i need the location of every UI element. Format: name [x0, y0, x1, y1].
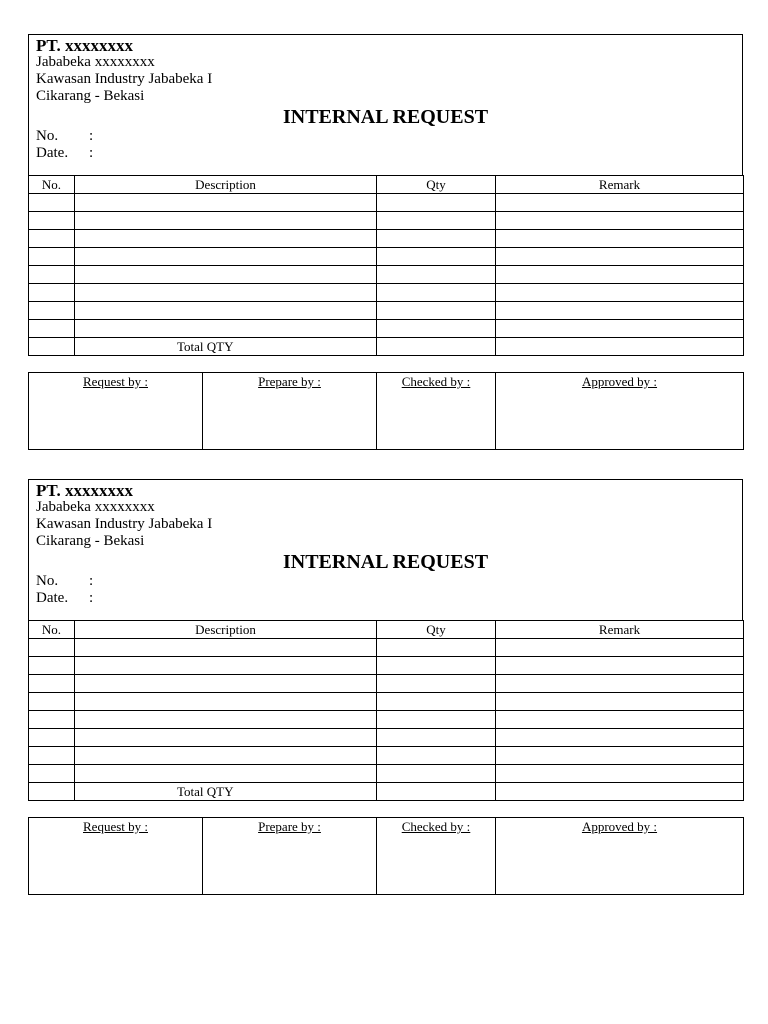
request-by-label: Request by :	[83, 374, 148, 389]
cell-qty[interactable]	[377, 266, 496, 284]
address-line-2: Kawasan Industry Jababeka I	[36, 71, 213, 87]
document-title: INTERNAL REQUEST	[282, 551, 489, 573]
approved-by-label: Approved by :	[581, 374, 658, 389]
cell-remark[interactable]	[496, 765, 744, 783]
cell-description[interactable]	[75, 765, 377, 783]
company-name: PT. xxxxxxxx	[36, 481, 133, 500]
cell-no[interactable]	[29, 230, 75, 248]
total-qty-label: Total QTY	[75, 783, 377, 801]
items-table	[28, 175, 744, 356]
cell-description[interactable]	[75, 675, 377, 693]
cell-description[interactable]	[75, 747, 377, 765]
cell-remark[interactable]	[496, 284, 744, 302]
cell-remark[interactable]	[496, 729, 744, 747]
cell-qty[interactable]	[377, 212, 496, 230]
cell-no[interactable]	[29, 765, 75, 783]
cell-no[interactable]	[29, 693, 75, 711]
cell-no[interactable]	[29, 747, 75, 765]
cell-qty[interactable]	[377, 194, 496, 212]
table-row	[29, 765, 744, 783]
cell-qty[interactable]	[377, 675, 496, 693]
cell-no[interactable]	[29, 302, 75, 320]
number-label: No.	[36, 573, 59, 589]
cell-no[interactable]	[29, 639, 75, 657]
cell-remark[interactable]	[496, 302, 744, 320]
prepare-by-label: Prepare by :	[258, 374, 321, 389]
number-colon: :	[89, 573, 94, 589]
column-header-no: No.	[29, 621, 75, 639]
signature-box-prepare[interactable]	[203, 373, 377, 450]
column-header-description: Description	[75, 176, 377, 194]
signature-box-request[interactable]	[29, 373, 203, 450]
address-line-2: Kawasan Industry Jababeka I	[36, 516, 213, 532]
column-header-remark: Remark	[496, 176, 744, 194]
table-row	[29, 320, 744, 338]
signature-box-prepare[interactable]	[203, 818, 377, 895]
table-row	[29, 747, 744, 765]
cell-qty[interactable]	[377, 729, 496, 747]
cell-qty[interactable]	[377, 230, 496, 248]
cell-remark[interactable]	[496, 747, 744, 765]
total-qty-label: Total QTY	[75, 338, 377, 356]
table-row	[29, 657, 744, 675]
table-row	[29, 729, 744, 747]
cell-no[interactable]	[29, 675, 75, 693]
table-header-row	[29, 176, 744, 194]
number-field	[36, 128, 94, 145]
approved-by-label: Approved by :	[581, 819, 658, 834]
request-by-label: Request by :	[83, 819, 148, 834]
cell-no[interactable]	[29, 320, 75, 338]
date-colon: :	[89, 590, 94, 606]
checked-by-label: Checked by :	[401, 819, 471, 834]
document-title: INTERNAL REQUEST	[282, 106, 489, 128]
signature-table	[28, 817, 744, 895]
cell-no[interactable]	[29, 266, 75, 284]
cell-remark[interactable]	[496, 675, 744, 693]
cell-remark[interactable]	[496, 320, 744, 338]
cell-remark[interactable]	[496, 230, 744, 248]
cell-qty[interactable]	[377, 248, 496, 266]
form-header	[28, 34, 743, 175]
cell-no[interactable]	[29, 248, 75, 266]
address-line-3: Cikarang - Bekasi	[36, 88, 145, 104]
cell-remark[interactable]	[496, 639, 744, 657]
cell-description[interactable]	[75, 212, 377, 230]
cell-remark[interactable]	[496, 266, 744, 284]
address-line-1: Jababeka xxxxxxxx	[36, 499, 155, 515]
total-remark[interactable]	[496, 338, 744, 356]
internal-request-form	[28, 479, 743, 895]
cell-no	[29, 338, 75, 356]
cell-description[interactable]	[75, 248, 377, 266]
table-row	[29, 266, 744, 284]
form-header	[28, 479, 743, 620]
date-colon: :	[89, 145, 94, 161]
table-row	[29, 284, 744, 302]
cell-qty[interactable]	[377, 639, 496, 657]
signature-box-approved[interactable]	[496, 818, 744, 895]
date-label: Date.	[36, 590, 69, 606]
address-line-3: Cikarang - Bekasi	[36, 533, 145, 549]
internal-request-form	[28, 34, 743, 450]
table-row	[29, 675, 744, 693]
company-name: PT. xxxxxxxx	[36, 36, 133, 55]
date-label: Date.	[36, 145, 69, 161]
cell-remark[interactable]	[496, 657, 744, 675]
cell-no[interactable]	[29, 212, 75, 230]
total-row	[29, 338, 744, 356]
table-row	[29, 711, 744, 729]
table-row	[29, 639, 744, 657]
signature-box-checked[interactable]	[377, 373, 496, 450]
signature-box-approved[interactable]	[496, 373, 744, 450]
cell-remark[interactable]	[496, 194, 744, 212]
items-table	[28, 620, 744, 801]
table-row	[29, 693, 744, 711]
total-qty-value[interactable]	[377, 338, 496, 356]
cell-qty[interactable]	[377, 693, 496, 711]
cell-description[interactable]	[75, 230, 377, 248]
table-row	[29, 212, 744, 230]
cell-description[interactable]	[75, 302, 377, 320]
total-remark[interactable]	[496, 783, 744, 801]
cell-qty[interactable]	[377, 747, 496, 765]
table-row	[29, 302, 744, 320]
cell-no[interactable]	[29, 657, 75, 675]
cell-remark[interactable]	[496, 248, 744, 266]
table-row	[29, 248, 744, 266]
cell-description[interactable]	[75, 639, 377, 657]
table-row	[29, 194, 744, 212]
cell-no	[29, 783, 75, 801]
total-qty-value[interactable]	[377, 783, 496, 801]
cell-no[interactable]	[29, 194, 75, 212]
column-header-description: Description	[75, 621, 377, 639]
address-line-1: Jababeka xxxxxxxx	[36, 54, 155, 70]
cell-qty[interactable]	[377, 711, 496, 729]
checked-by-label: Checked by :	[401, 374, 471, 389]
cell-qty[interactable]	[377, 284, 496, 302]
number-field	[36, 573, 94, 590]
cell-no[interactable]	[29, 284, 75, 302]
cell-remark[interactable]	[496, 212, 744, 230]
cell-remark[interactable]	[496, 711, 744, 729]
total-row	[29, 783, 744, 801]
date-field	[36, 145, 94, 162]
table-header-row	[29, 621, 744, 639]
number-colon: :	[89, 128, 94, 144]
cell-description[interactable]	[75, 194, 377, 212]
cell-description[interactable]	[75, 284, 377, 302]
cell-qty[interactable]	[377, 320, 496, 338]
cell-no[interactable]	[29, 711, 75, 729]
signature-table	[28, 372, 744, 450]
cell-qty[interactable]	[377, 657, 496, 675]
column-header-qty: Qty	[377, 621, 496, 639]
table-row	[29, 230, 744, 248]
cell-no[interactable]	[29, 729, 75, 747]
cell-description[interactable]	[75, 711, 377, 729]
cell-qty[interactable]	[377, 765, 496, 783]
number-label: No.	[36, 128, 59, 144]
signature-box-checked[interactable]	[377, 818, 496, 895]
column-header-no: No.	[29, 176, 75, 194]
signature-box-request[interactable]	[29, 818, 203, 895]
cell-description[interactable]	[75, 320, 377, 338]
cell-description[interactable]	[75, 693, 377, 711]
cell-description[interactable]	[75, 729, 377, 747]
column-header-qty: Qty	[377, 176, 496, 194]
column-header-remark: Remark	[496, 621, 744, 639]
cell-description[interactable]	[75, 657, 377, 675]
cell-remark[interactable]	[496, 693, 744, 711]
date-field	[36, 590, 94, 607]
cell-description[interactable]	[75, 266, 377, 284]
cell-qty[interactable]	[377, 302, 496, 320]
prepare-by-label: Prepare by :	[258, 819, 321, 834]
